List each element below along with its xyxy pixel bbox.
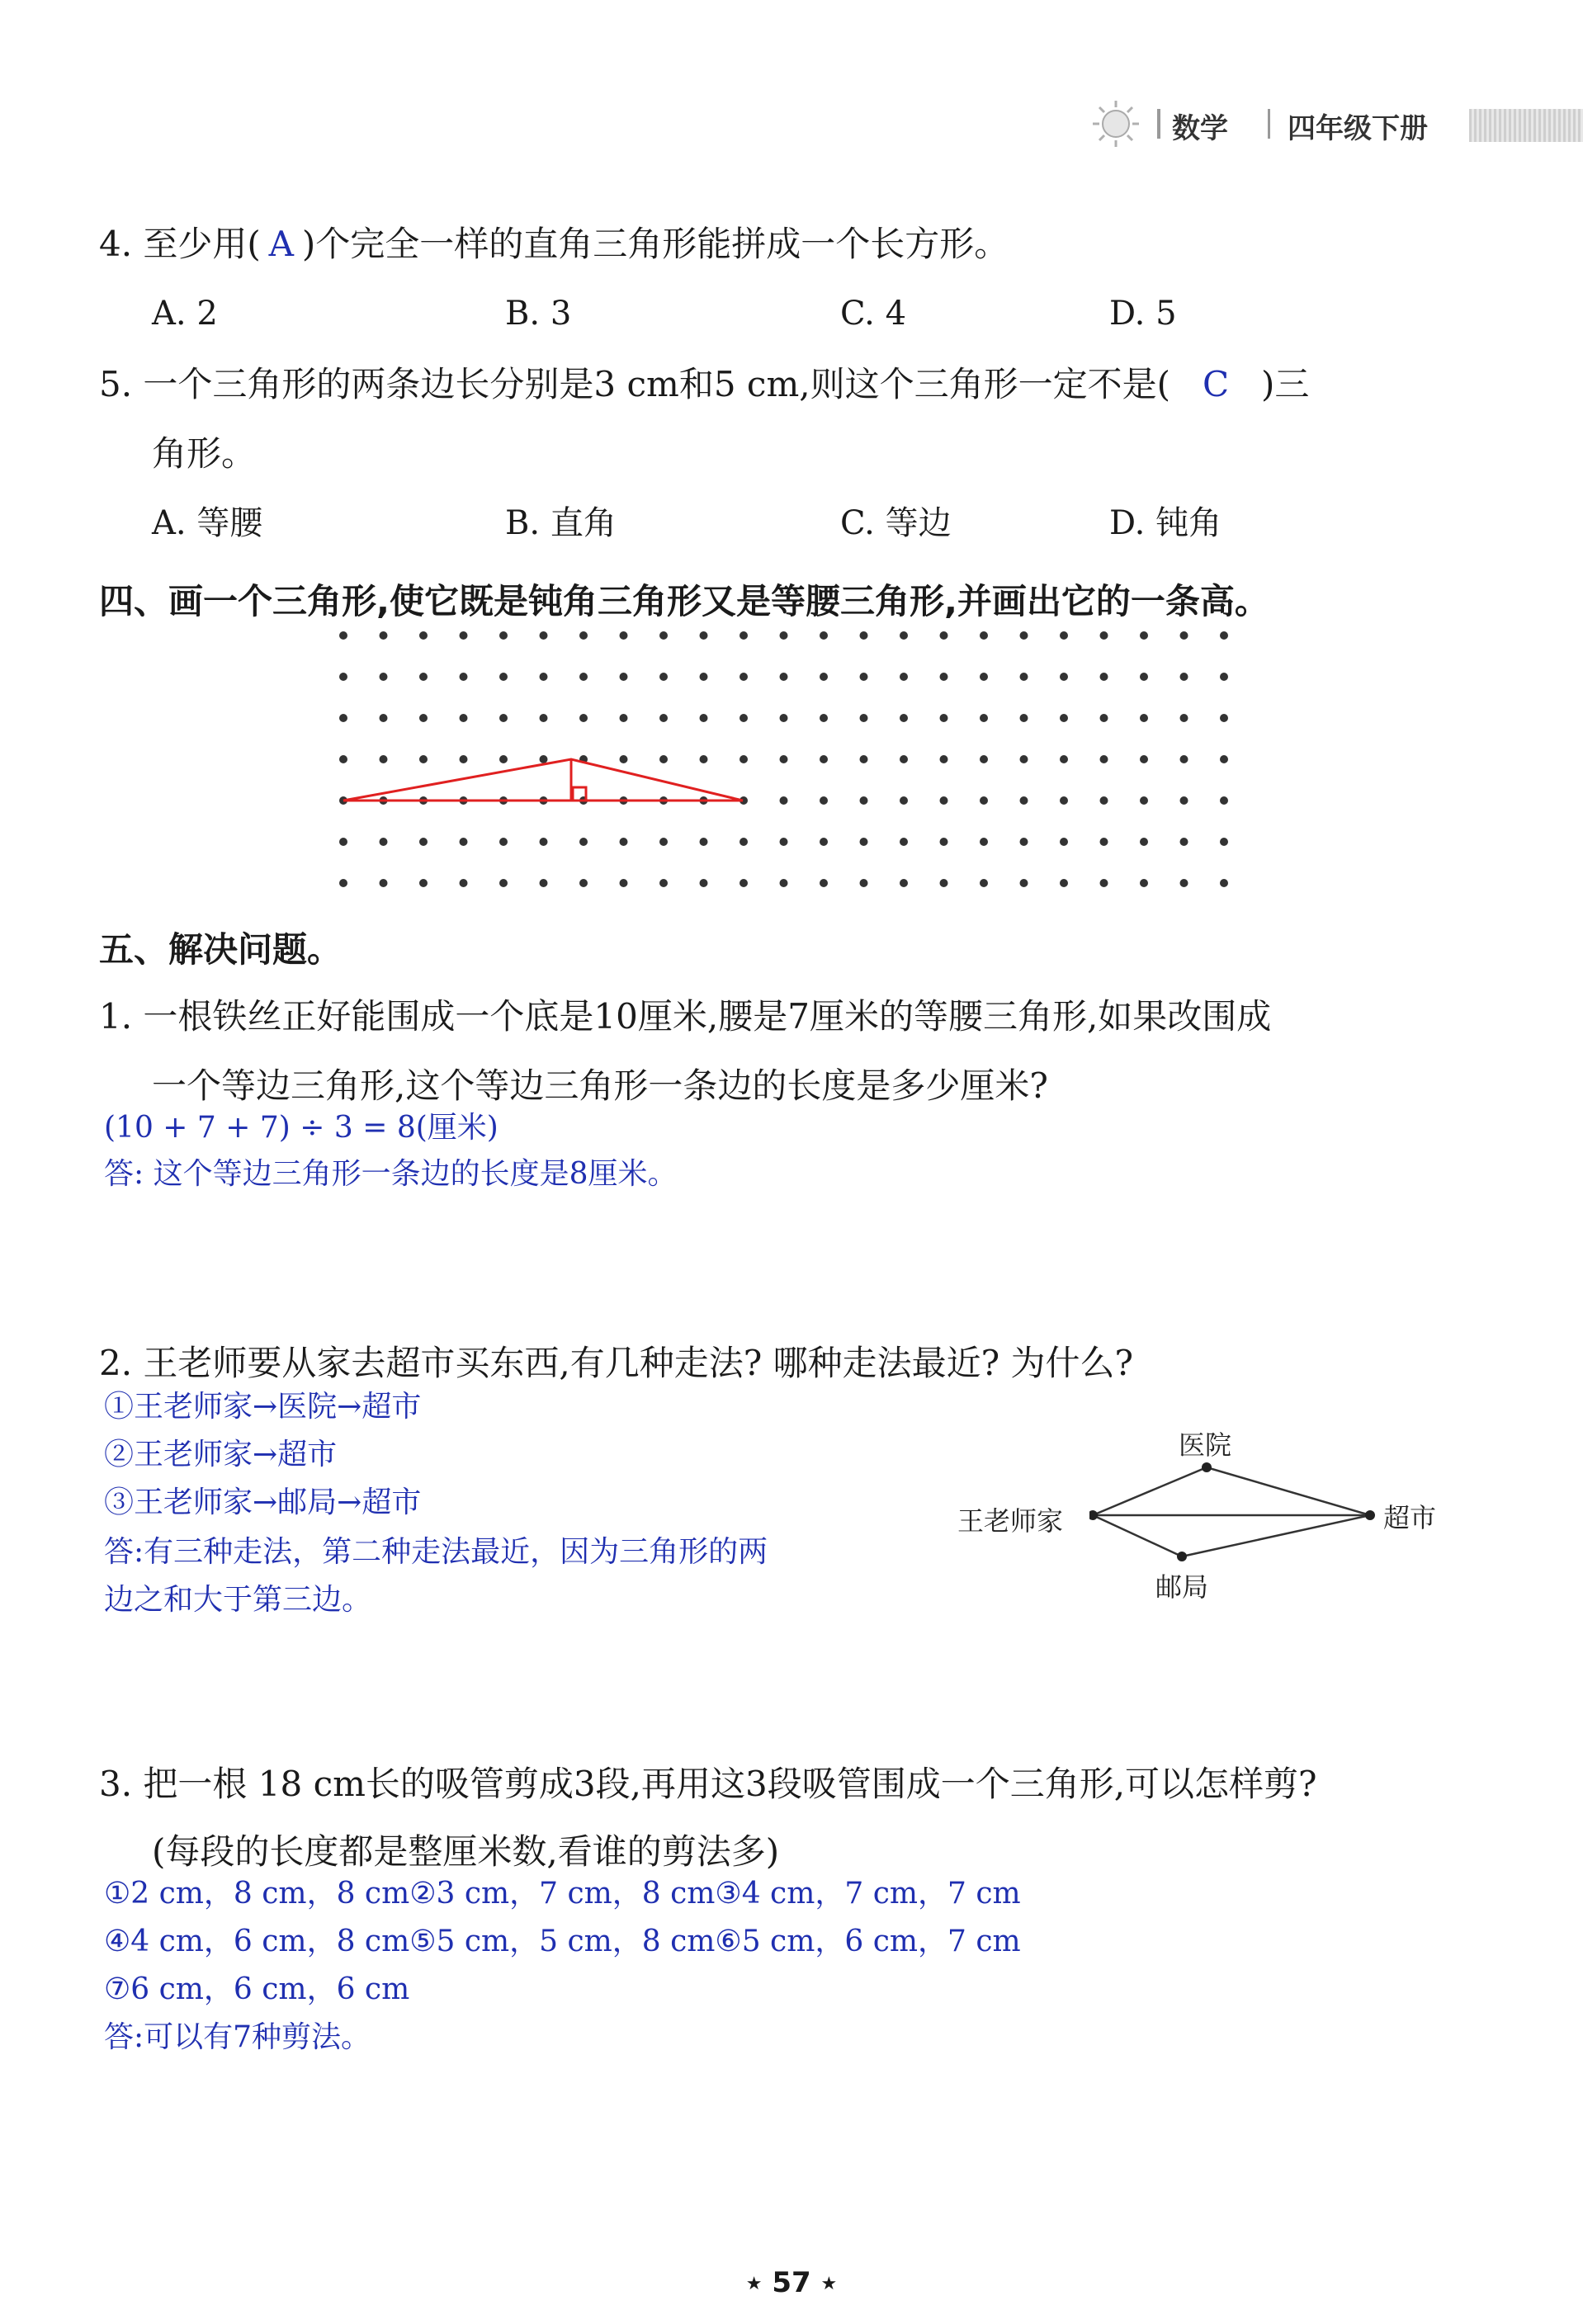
- grid-dot: [1060, 755, 1068, 763]
- section-5-title: 五、解决问题。: [99, 929, 343, 970]
- grid-dot: [1060, 631, 1068, 640]
- problem-2-line1: 2. 王老师要从家去超市买东西,有几种走法? 哪种走法最近? 为什么?: [99, 1343, 1134, 1383]
- grid-dot: [620, 714, 628, 722]
- grid-dot: [620, 673, 628, 681]
- grid-dot: [579, 879, 588, 887]
- grid-dot: [740, 631, 748, 640]
- grid-dot: [460, 755, 468, 763]
- grid-dot: [380, 631, 388, 640]
- grid-dot: [1060, 879, 1068, 887]
- grid-dot: [860, 838, 868, 846]
- grid-dot: [380, 879, 388, 887]
- section-4-title: 四、画一个三角形,使它既是钝角三角形又是等腰三角形,并画出它的一条高。: [99, 581, 1269, 621]
- grid-dot: [1220, 755, 1228, 763]
- page-number: ★ 57 ★: [745, 2266, 838, 2299]
- header-divider: [1268, 109, 1270, 139]
- grid-dot: [1020, 755, 1028, 763]
- grid-dot: [499, 755, 508, 763]
- grid-dot: [1180, 631, 1188, 640]
- grid-dot: [820, 879, 828, 887]
- grid-dot: [1180, 673, 1188, 681]
- grid-dot: [860, 631, 868, 640]
- grid-dot: [980, 755, 988, 763]
- grid-dot: [380, 673, 388, 681]
- grid-dot: [339, 714, 347, 722]
- grid-dot: [940, 796, 948, 805]
- grid-dot: [339, 838, 347, 846]
- page-header: [1081, 97, 1583, 155]
- route-post-market: [1182, 1515, 1370, 1556]
- grid-dot: [659, 714, 668, 722]
- grid-dot: [579, 673, 588, 681]
- grid-dot: [700, 714, 708, 722]
- grid-dot: [780, 714, 788, 722]
- option-q4-b: B. 3: [505, 295, 572, 333]
- option-q4-a: A. 2: [152, 295, 218, 333]
- grid-dot: [1020, 673, 1028, 681]
- star-icon: ★: [820, 2274, 838, 2294]
- grid-dot: [860, 673, 868, 681]
- grid-dot: [980, 673, 988, 681]
- grid-dot: [380, 714, 388, 722]
- grid-dot: [1180, 755, 1188, 763]
- grid-dot: [1100, 838, 1108, 846]
- grid-dot: [940, 673, 948, 681]
- grid-dot: [460, 879, 468, 887]
- question-5: 5. 一个三角形的两条边长分别是3 cm和5 cm,则这个三角形一定不是( C )三: [99, 361, 1309, 408]
- grid-dot: [659, 755, 668, 763]
- grid-dot: [900, 714, 908, 722]
- grid-dot: [339, 631, 347, 640]
- grid-dot: [659, 673, 668, 681]
- label-post: 邮局: [1155, 1571, 1209, 1603]
- grid-dot: [980, 631, 988, 640]
- grid-dot: [1220, 714, 1228, 722]
- option-q5-a: A. 等腰: [152, 504, 263, 542]
- sun-logo-icon: [1089, 97, 1142, 150]
- grid-dot: [820, 796, 828, 805]
- grid-dot: [820, 755, 828, 763]
- post-point: [1177, 1552, 1187, 1561]
- grid-dot: [1220, 631, 1228, 640]
- route-hospital-market: [1207, 1467, 1370, 1515]
- problem-3-answer-1: ①2 cm，8 cm，8 cm②3 cm，7 cm，8 cm③4 cm，7 cm，7 cm: [104, 1877, 1021, 1911]
- grid-dot: [860, 714, 868, 722]
- grid-dot: [780, 838, 788, 846]
- grid-dot: [499, 631, 508, 640]
- grid-dot: [620, 631, 628, 640]
- grid-dot: [1140, 631, 1148, 640]
- grid-dot: [1180, 796, 1188, 805]
- grid-dot: [1020, 631, 1028, 640]
- grid-dot: [1140, 838, 1148, 846]
- header-grade: 四年级下册: [1288, 112, 1428, 145]
- grid-dot: [1220, 838, 1228, 846]
- grid-dot: [579, 714, 588, 722]
- grid-dot: [620, 755, 628, 763]
- grid-dot: [780, 631, 788, 640]
- grid-dot: [940, 714, 948, 722]
- grid-dot: [740, 879, 748, 887]
- grid-dot: [659, 838, 668, 846]
- answer-q4: A: [268, 224, 294, 264]
- grid-dot: [700, 838, 708, 846]
- grid-dot: [1140, 714, 1148, 722]
- grid-dot: [1180, 714, 1188, 722]
- grid-dot: [620, 879, 628, 887]
- grid-dot: [339, 879, 347, 887]
- triangle-outline: [343, 759, 743, 801]
- grid-dot: [1100, 879, 1108, 887]
- grid-dot: [900, 631, 908, 640]
- home-point: [1089, 1510, 1098, 1520]
- grid-dot: [1140, 673, 1148, 681]
- grid-dot: [339, 673, 347, 681]
- grid-dot: [900, 838, 908, 846]
- problem-3-answer-3: ⑦6 cm，6 cm，6 cm: [104, 1972, 410, 2006]
- grid-dot: [579, 838, 588, 846]
- grid-dot: [499, 714, 508, 722]
- grid-dot: [900, 755, 908, 763]
- grid-dot: [659, 631, 668, 640]
- grid-dot: [419, 838, 428, 846]
- grid-dot: [499, 673, 508, 681]
- star-icon: ★: [745, 2274, 763, 2294]
- grid-dot: [460, 838, 468, 846]
- label-home: 王老师家: [957, 1505, 1064, 1537]
- grid-dot: [900, 796, 908, 805]
- grid-dot: [1060, 838, 1068, 846]
- grid-dot: [780, 879, 788, 887]
- problem-3-answer-2: ④4 cm，6 cm，8 cm⑤5 cm，5 cm，8 cm⑥5 cm，6 cm，7 cm: [104, 1925, 1021, 1958]
- grid-dot: [940, 838, 948, 846]
- header-divider: [1157, 109, 1160, 139]
- grid-dot: [740, 673, 748, 681]
- label-hospital: 医院: [1179, 1429, 1232, 1461]
- problem-1-line2: 一个等边三角形,这个等边三角形一条边的长度是多少厘米?: [152, 1065, 1048, 1106]
- grid-dot: [1020, 838, 1028, 846]
- market-point: [1365, 1510, 1375, 1520]
- grid-dot: [540, 673, 548, 681]
- dot-grid-drawing: [330, 627, 1238, 900]
- grid-dot: [499, 838, 508, 846]
- problem-2-answer-2: ②王老师家→超市: [104, 1438, 338, 1471]
- dot-grid: [339, 631, 1228, 887]
- grid-dot: [980, 796, 988, 805]
- grid-dot: [460, 631, 468, 640]
- problem-1-answer-equation: (10 + 7 + 7) ÷ 3 = 8(厘米): [104, 1111, 499, 1145]
- grid-dot: [620, 838, 628, 846]
- problem-1-line1: 1. 一根铁丝正好能围成一个底是10厘米,腰是7厘米的等腰三角形,如果改围成: [99, 996, 1272, 1037]
- grid-dot: [1220, 673, 1228, 681]
- grid-dot: [380, 755, 388, 763]
- grid-dot: [419, 714, 428, 722]
- grid-dot: [1060, 796, 1068, 805]
- problem-2-answer-3: ③王老师家→邮局→超市: [104, 1486, 422, 1519]
- answer-q5: C: [1202, 364, 1230, 404]
- grid-dot: [820, 838, 828, 846]
- grid-dot: [940, 755, 948, 763]
- grid-dot: [380, 838, 388, 846]
- grid-dot: [1140, 879, 1148, 887]
- grid-dot: [980, 714, 988, 722]
- question-4: 4. 至少用( A )个完全一样的直角三角形能拼成一个长方形。: [99, 221, 1009, 267]
- grid-dot: [860, 879, 868, 887]
- grid-dot: [1020, 714, 1028, 722]
- grid-dot: [540, 631, 548, 640]
- problem-2-answer-5: 边之和大于第三边。: [104, 1583, 372, 1617]
- grid-dot: [1140, 755, 1148, 763]
- grid-dot: [540, 879, 548, 887]
- grid-dot: [780, 673, 788, 681]
- grid-dot: [700, 673, 708, 681]
- grid-dot: [820, 714, 828, 722]
- option-q4-d: D. 5: [1109, 295, 1177, 333]
- header-decoration-bar: [1469, 109, 1583, 142]
- grid-dot: [460, 714, 468, 722]
- grid-dot: [419, 879, 428, 887]
- grid-dot: [700, 755, 708, 763]
- grid-dot: [1060, 714, 1068, 722]
- label-market: 超市: [1383, 1502, 1437, 1533]
- problem-2-answer-1: ①王老师家→医院→超市: [104, 1390, 422, 1424]
- route-home-hospital: [1093, 1467, 1207, 1515]
- grid-dot: [1100, 796, 1108, 805]
- grid-dot: [740, 838, 748, 846]
- grid-dot: [1180, 879, 1188, 887]
- question-5-cont: 角形。: [152, 433, 257, 474]
- option-q5-d: D. 钝角: [1109, 504, 1222, 542]
- grid-dot: [1100, 755, 1108, 763]
- grid-dot: [659, 879, 668, 887]
- option-q5-b: B. 直角: [505, 504, 617, 542]
- grid-dot: [419, 673, 428, 681]
- problem-1-answer-text: 答: 这个等边三角形一条边的长度是8厘米。: [104, 1157, 678, 1191]
- grid-dot: [339, 755, 347, 763]
- problem-3-line1: 3. 把一根 18 cm长的吸管剪成3段,再用这3段吸管围成一个三角形,可以怎样剪?: [99, 1764, 1317, 1804]
- grid-dot: [1020, 879, 1028, 887]
- header-subject: 数学: [1172, 112, 1228, 145]
- problem-3-answer-4: 答:可以有7种剪法。: [104, 2020, 371, 2054]
- grid-dot: [419, 631, 428, 640]
- grid-dot: [540, 838, 548, 846]
- problem-3-line2: (每段的长度都是整厘米数,看谁的剪法多): [152, 1831, 780, 1872]
- grid-dot: [1180, 838, 1188, 846]
- option-q4-c: C. 4: [840, 295, 907, 333]
- grid-dot: [579, 631, 588, 640]
- problem-2-answer-4: 答:有三种走法，第二种走法最近，因为三角形的两: [104, 1535, 768, 1569]
- grid-dot: [860, 755, 868, 763]
- grid-dot: [820, 631, 828, 640]
- grid-dot: [700, 879, 708, 887]
- grid-dot: [540, 714, 548, 722]
- grid-dot: [940, 879, 948, 887]
- hospital-point: [1202, 1462, 1212, 1472]
- grid-dot: [980, 879, 988, 887]
- grid-dot: [1060, 673, 1068, 681]
- grid-dot: [740, 714, 748, 722]
- grid-dot: [780, 755, 788, 763]
- grid-dot: [900, 673, 908, 681]
- grid-dot: [1100, 631, 1108, 640]
- grid-dot: [900, 879, 908, 887]
- grid-dot: [1020, 796, 1028, 805]
- grid-dot: [540, 755, 548, 763]
- grid-dot: [780, 796, 788, 805]
- grid-dot: [499, 879, 508, 887]
- route-diagram: [1089, 1461, 1387, 1576]
- obtuse-isosceles-triangle: [343, 759, 743, 801]
- grid-dot: [1220, 796, 1228, 805]
- route-home-post: [1093, 1515, 1182, 1556]
- grid-dot: [1100, 673, 1108, 681]
- grid-dot: [700, 631, 708, 640]
- grid-dot: [1100, 714, 1108, 722]
- option-q5-c: C. 等边: [840, 504, 952, 542]
- grid-dot: [980, 838, 988, 846]
- grid-dot: [940, 631, 948, 640]
- grid-dot: [419, 755, 428, 763]
- grid-dot: [820, 673, 828, 681]
- grid-dot: [740, 755, 748, 763]
- grid-dot: [460, 673, 468, 681]
- grid-dot: [1140, 796, 1148, 805]
- grid-dot: [1220, 879, 1228, 887]
- grid-dot: [860, 796, 868, 805]
